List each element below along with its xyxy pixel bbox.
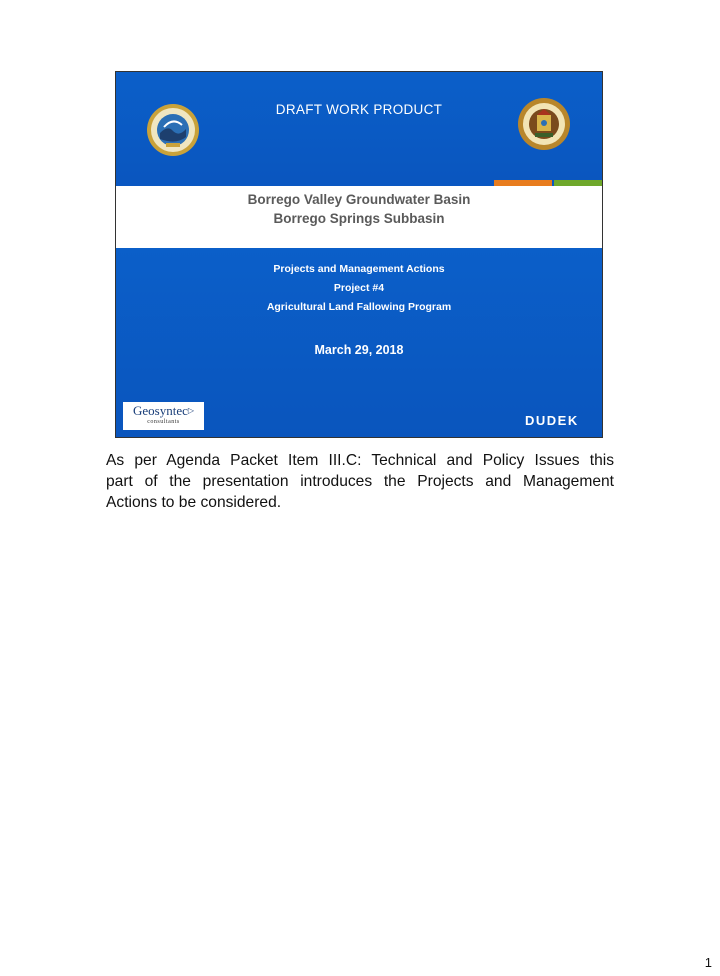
basin-name: Borrego Valley Groundwater Basin — [247, 192, 471, 207]
page-number: 1 — [704, 955, 712, 970]
project-title: Agricultural Land Fallowing Program — [266, 301, 452, 313]
geosyntec-logo-sub: consultants — [147, 419, 180, 425]
county-seal-icon — [517, 97, 571, 151]
project-description — [116, 248, 602, 317]
speaker-notes — [106, 450, 614, 513]
pma-heading: Projects and Management Actions — [273, 263, 445, 275]
dudek-logo: DUDEK — [525, 413, 579, 428]
triangle-icon: ▷ — [187, 406, 195, 415]
notes-line: part of the presentation introduces the Projects and Management — [106, 473, 614, 490]
project-number: Project #4 — [333, 282, 385, 294]
presentation-slide — [115, 71, 603, 438]
slide-body — [116, 248, 602, 438]
notes-line: As per Agenda Packet Item III.C: Technical and Policy Issues this — [106, 452, 614, 469]
geosyntec-logo — [123, 402, 204, 430]
notes-line: Actions to be considered. — [106, 494, 282, 511]
slide-date: March 29, 2018 — [314, 343, 404, 357]
geosyntec-logo-name: Geosyntec▷ — [132, 403, 195, 418]
basin-title-band — [116, 186, 602, 248]
slide-header-area — [116, 72, 602, 180]
subbasin-name: Borrego Springs Subbasin — [273, 211, 445, 226]
draft-work-product-title: DRAFT WORK PRODUCT — [275, 102, 443, 117]
